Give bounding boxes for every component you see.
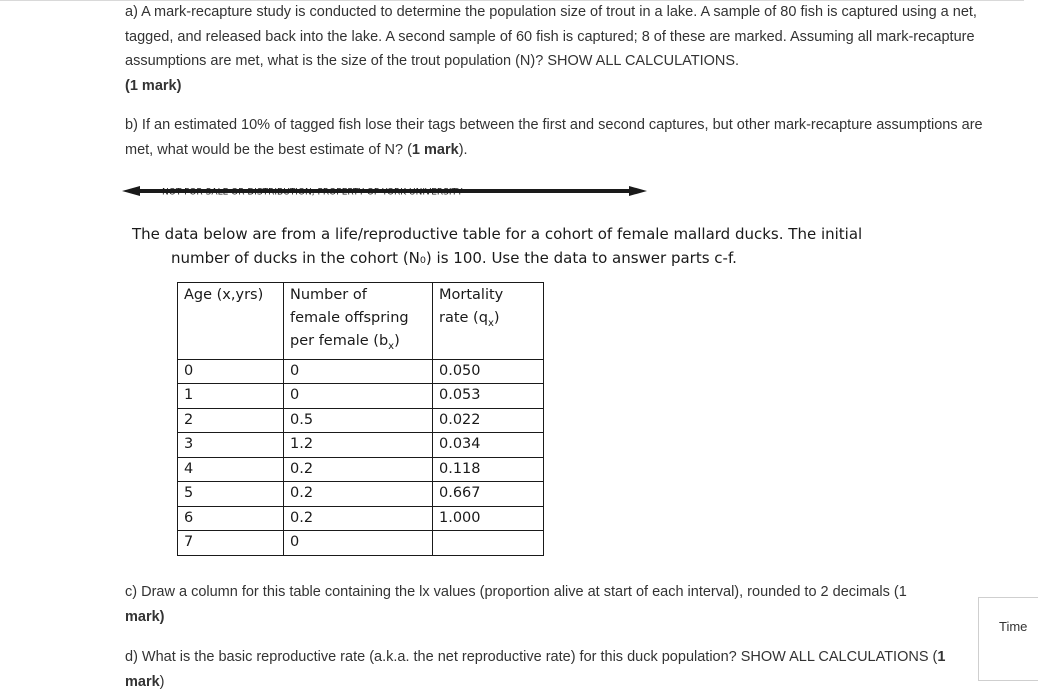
table-row xyxy=(178,384,544,409)
header-mortality-line-1: Mortality xyxy=(439,287,504,303)
cell-qx: 0.118 xyxy=(433,457,544,482)
cell-qx: 0.034 xyxy=(433,433,544,458)
cell-qx: 0.050 xyxy=(433,359,544,384)
cell-qx xyxy=(433,531,544,556)
cell-qx: 0.053 xyxy=(433,384,544,409)
question-c-mark: mark) xyxy=(125,608,165,625)
timer-label: Time xyxy=(999,619,1028,634)
header-mortality-close: ) xyxy=(493,310,500,326)
question-d-suffix: ) xyxy=(159,673,165,690)
cell-age: 4 xyxy=(178,457,284,482)
header-age-label: Age (x,yrs) xyxy=(184,287,264,303)
cell-bx: 0 xyxy=(284,384,433,409)
question-c xyxy=(125,580,985,629)
intro-line-1: The data below are from a life/reproductive table for a cohort of female mallard ducks. The initial xyxy=(132,225,863,243)
question-a-text: a) A mark-recapture study is conducted to determine the population size of trout in a lake. A sample of 80 fish is captured using a net, tagged, and released back into the lake. A second sample of 60 fish is captured; 8 of these are marked. Assuming all mark-recapture assumptions are met, what is the size of the trout population (N)? SHOW ALL CALCULATIONS. xyxy=(125,4,977,69)
header-mortality xyxy=(433,283,544,360)
cell-age: 6 xyxy=(178,506,284,531)
watermark-strikethrough xyxy=(122,186,647,196)
timer-widget[interactable] xyxy=(978,597,1038,681)
table-intro xyxy=(132,222,932,270)
header-mortality-subscript: x xyxy=(487,317,494,329)
question-c-text: c) Draw a column for this table containing the lx values (proportion alive at start of each interval), rounded to 2 decimals (1 xyxy=(125,584,907,600)
question-b-mark: 1 mark xyxy=(411,141,459,158)
cell-age: 1 xyxy=(178,384,284,409)
cell-bx: 0.5 xyxy=(284,408,433,433)
table-row xyxy=(178,359,544,384)
header-offspring-line-2: female offspring xyxy=(290,310,409,326)
table-row xyxy=(178,506,544,531)
header-age xyxy=(178,283,284,360)
cell-age: 0 xyxy=(178,359,284,384)
header-offspring xyxy=(284,283,433,360)
cell-bx: 1.2 xyxy=(284,433,433,458)
question-b xyxy=(125,113,995,162)
question-d xyxy=(125,645,985,694)
cell-bx: 0.2 xyxy=(284,506,433,531)
cell-age: 3 xyxy=(178,433,284,458)
table-row xyxy=(178,482,544,507)
watermark-text: NOT FOR SALE OR DISTRIBUTION, PROPERTY OF YORK UNIVERSITY xyxy=(162,187,463,198)
header-mortality-line-2: rate (q xyxy=(439,310,488,326)
cell-bx: 0 xyxy=(284,359,433,384)
cell-bx: 0.2 xyxy=(284,457,433,482)
cell-qx: 1.000 xyxy=(433,506,544,531)
cell-qx: 0.667 xyxy=(433,482,544,507)
intro-line-2: number of ducks in the cohort (N₀) is 100. Use the data to answer parts c-f. xyxy=(171,249,737,267)
life-table xyxy=(177,282,544,556)
question-b-text: b) If an estimated 10% of tagged fish lose their tags between the first and second captures, but other mark-recapture assumptions are met, what would be the best estimate of N? ( xyxy=(125,117,983,158)
question-a-mark: (1 mark) xyxy=(125,77,182,94)
table-row xyxy=(178,408,544,433)
cell-bx: 0 xyxy=(284,531,433,556)
life-table-header xyxy=(178,283,544,360)
header-offspring-line-3: per female (b xyxy=(290,333,389,349)
table-row xyxy=(178,531,544,556)
cell-age: 2 xyxy=(178,408,284,433)
question-b-suffix: ). xyxy=(458,141,468,158)
question-d-mark: 1 mark xyxy=(125,649,946,690)
question-d-text: d) What is the basic reproductive rate (a.k.a. the net reproductive rate) for this duck population? SHOW ALL CALCULATIONS ( xyxy=(125,649,938,665)
cell-qx: 0.022 xyxy=(433,408,544,433)
cell-bx: 0.2 xyxy=(284,482,433,507)
table-row xyxy=(178,433,544,458)
table-row xyxy=(178,457,544,482)
cell-age: 7 xyxy=(178,531,284,556)
header-offspring-close: ) xyxy=(394,333,400,349)
question-a xyxy=(125,0,1005,98)
header-offspring-line-1: Number of xyxy=(290,287,367,303)
cell-age: 5 xyxy=(178,482,284,507)
header-offspring-subscript: x xyxy=(388,340,395,352)
